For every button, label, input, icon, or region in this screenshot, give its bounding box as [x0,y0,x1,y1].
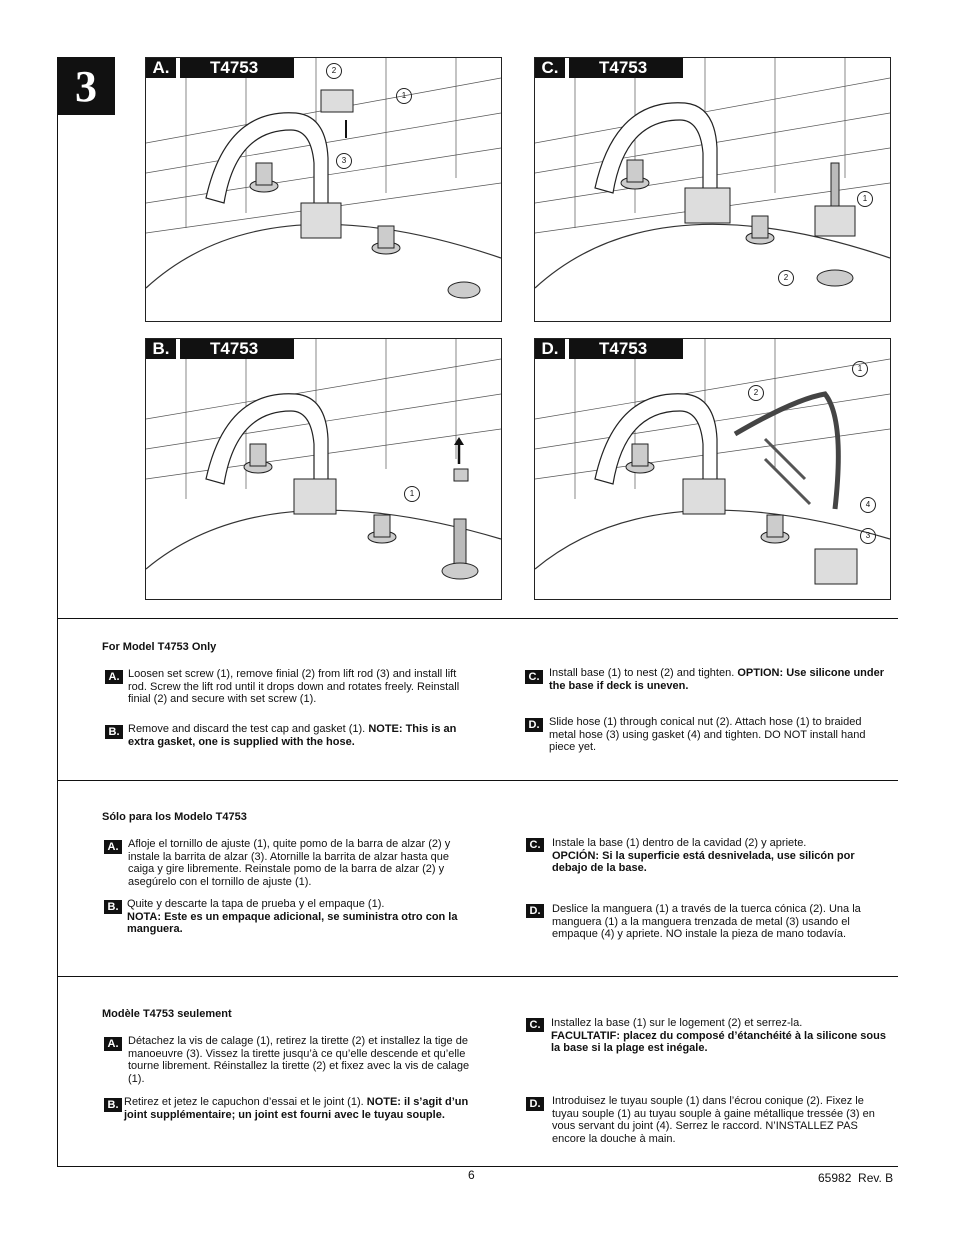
section-divider [57,1166,898,1167]
spanish-step-a: Afloje el tornillo de ajuste (1), quite pomo de la barra de alzar (2) y instale la barrita de alzar (3). Atornille la barrita de alzar hasta que caiga y gire libremente. Reinstale pomo de la barra de alzar (2) y asegúrelo con el tornillo de ajuste (1). [128,838,451,888]
callout-4: 4 [860,497,876,513]
panel-b-letter: B. [146,339,176,359]
step-badge-d: D. [526,1097,544,1111]
panel-b-model: T4753 [180,339,294,359]
english-step-a: Loosen set screw (1), remove finial (2) from lift rod (3) and install lift rod. Screw the lift rod until it drops down and rotates freely. Reinstall finial (2) and secure with set screw (1). [128,668,460,705]
illustration-panel-b [145,338,502,600]
callout-2: 2 [326,63,342,79]
spanish-step-b-note: NOTA: Este es un empaque adicional, se suministra otro con la manguera. [127,910,458,935]
callout-1: 1 [857,191,873,207]
faucet-illustration-c [535,58,890,321]
panel-d-model: T4753 [569,339,683,359]
french-step-c-option: FACULTATIF: placez du composé d’étanchéité à la silicone sous la base si la plage est inégale. [551,1029,886,1054]
panel-a-letter: A. [146,58,176,78]
step-badge-a: A. [104,840,122,854]
spanish-step-c-text: Instale la base (1) dentro de la cavidad (2) y apriete. [552,837,807,849]
english-step-d: Slide hose (1) through conical nut (2). Attach hose (1) to braided metal hose (3) using gasket (4) and tighten. DO NOT install hand piece yet. [549,716,866,753]
step-badge-b: B. [105,725,123,739]
callout-1: 1 [404,486,420,502]
french-step-c [551,1017,886,1055]
spanish-step-b [127,898,472,936]
french-step-b-note: NOTE: il s’agit d’un joint supplémentaire; un joint est fourni avec le tuyau souple. [124,1096,469,1121]
step-badge-c: C. [525,670,543,684]
english-step-c-option: OPTION: Use silicone under the base if deck is uneven. [549,667,885,692]
faucet-illustration-a [146,58,501,321]
faucet-illustration-b [146,339,501,599]
page-frame-line [57,57,58,1167]
page-number: 6 [468,1168,475,1182]
panel-c-letter: C. [535,58,565,78]
callout-1: 1 [396,88,412,104]
panel-c-model: T4753 [569,58,683,78]
callout-3: 3 [336,153,352,169]
callout-2: 2 [778,270,794,286]
step-badge-d: D. [525,718,543,732]
step-badge-c: C. [526,838,544,852]
french-step-a: Détachez la vis de calage (1), retirez la tirette (2) et installez la tige de manoeuvre (3). Vissez la tirette jusqu’à ce qu’elle descende et qu’elle tourne librement. Réinstallez la tirette (2) et fixez avec la vis de calage (1). [128,1035,470,1085]
step-badge-a: A. [105,670,123,684]
spanish-step-c-option: OPCIÓN: Si la superficie está desnivelada, use silicón por debajo de la base. [552,849,855,874]
illustration-panel-d [534,338,891,600]
french-step-b-text: Retirez et jetez le capuchon d’essai et le joint (1). [124,1096,367,1108]
english-step-b-note: NOTE: This is an extra gasket, one is supplied with the hose. [128,723,457,748]
english-section-title: For Model T4753 Only [102,641,217,653]
spanish-step-b-text: Quite y descarte la tapa de prueba y el empaque (1). [127,898,385,910]
english-step-c-text: Install base (1) to nest (2) and tighten. [549,667,738,679]
faucet-illustration-d [535,339,890,599]
step-badge-a: A. [104,1037,122,1051]
section-divider [57,976,898,977]
callout-1: 1 [852,361,868,377]
english-step-c [549,667,889,692]
step-badge-b: B. [104,1098,122,1112]
callout-2: 2 [748,385,764,401]
document-revision: 65982 Rev. B [818,1171,894,1185]
panel-a-model: T4753 [180,58,294,78]
illustration-panel-a [145,57,502,322]
callout-3: 3 [860,528,876,544]
step-badge-c: C. [526,1018,544,1032]
spanish-step-c [552,837,887,875]
french-step-b [124,1096,469,1121]
french-step-c-text: Installez la base (1) sur le logement (2) et serrez-la. [551,1017,803,1029]
panel-d-letter: D. [535,339,565,359]
section-divider [57,780,898,781]
french-step-d: Introduisez le tuyau souple (1) dans l’écrou conique (2). Fixez le tuyau souple (1) au tuyau souple à gaine métallique tressée (3) en vous servant du joint (4). Serrez le raccord. N’INSTALLEZ PAS encore la douche à main. [552,1095,875,1145]
english-step-b-text: Remove and discard the test cap and gasket (1). [128,723,369,735]
step-badge-d: D. [526,904,544,918]
step-badge-b: B. [104,900,122,914]
step-number: 3 [57,57,115,115]
illustration-panel-c [534,57,891,322]
spanish-step-d: Deslice la manguera (1) a través de la tuerca cónica (2). Una la manguera (1) a la manguera trenzada de metal (3) usando el empaque (4) y apriete. NO instale la pieza de mano todavía. [552,903,861,940]
french-section-title: Modèle T4753 seulement [102,1008,232,1020]
english-step-b [128,723,478,748]
section-divider [57,618,898,619]
spanish-section-title: Sólo para los Modelo T4753 [102,811,247,823]
